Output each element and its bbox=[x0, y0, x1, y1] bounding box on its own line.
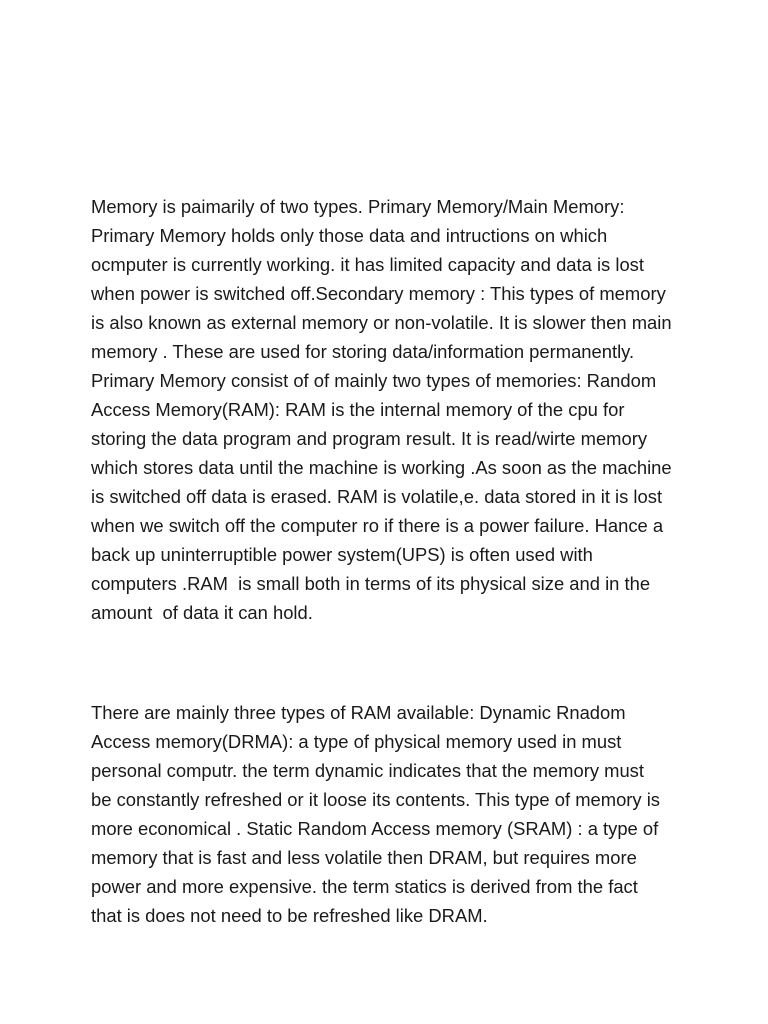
paragraph-ram-types: There are mainly three types of RAM available: Dynamic Rnadom Access memory(DRMA): a type of physical memory used in must personal computr. the term dynamic indicates that the memory must be constantly refreshed or it loose its contents. This type of memory is more economical . Static Random Access memory (SRAM) : a type of memory that is fast and less volatile then DRAM, but requires more power and more expensive. the term statics is derived from the fact that is does not need to be refreshed like DRAM. bbox=[91, 702, 661, 926]
document-body bbox=[91, 134, 691, 1001]
paragraph-memory-types: Memory is paimarily of two types. Primary Memory/Main Memory: Primary Memory holds only those data and intructions on which ocmputer is currently working. it has limited capacity and data is lost when power is switched off.Secondary memory : This types of memory is also known as external memory or non-volatile. It is slower then main memory . These are used for storing data/information permanently. Primary Memory consist of of mainly two types of memories: Random Access Memory(RAM): RAM is the internal memory of the cpu for storing the data program and program result. It is read/wirte memory which stores data until the machine is working .As soon as the machine is switched off data is erased. RAM is volatile,e. data stored in it is lost when we switch off the computer ro if there is a power failure. Hance a back up uninterruptible power system(UPS) is often used with computers .RAM is small both in terms of its physical size and in the amount of data it can hold. bbox=[91, 196, 672, 623]
